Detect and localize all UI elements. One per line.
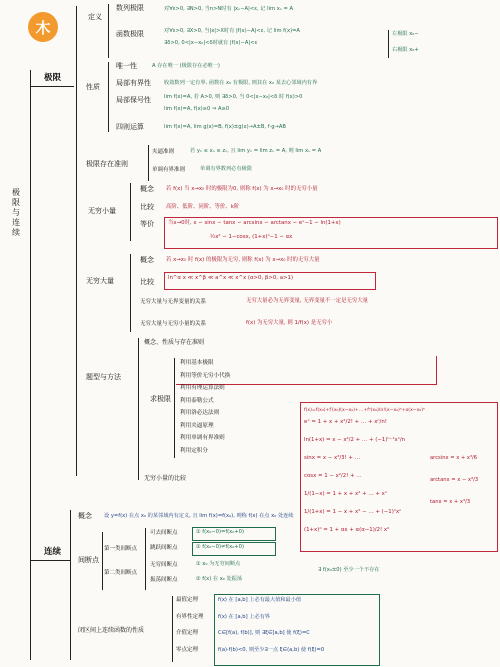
infinity-bracket	[130, 254, 131, 332]
method-item: 利用泰勒公式	[180, 397, 214, 404]
infinitesimal-equiv-text-2: ½x² ∽ 1−cosx, (1+x)ᵅ−1 ∽ αx	[210, 234, 293, 240]
taylor-left-formula: sinx = x − x³/3! + …	[304, 455, 361, 461]
limit-label: 极限	[44, 73, 62, 83]
method-item: 利用夹逼原理	[180, 422, 214, 429]
method-item: 利用等价无穷小代换	[180, 372, 231, 379]
theorem-label: 介值定理	[176, 630, 199, 636]
problems-compare-item: 无穷小量的比较	[144, 475, 187, 482]
theorem-text: f(a)·f(b)<0, 则至少∃一点 ξ∈(a,b) 使 f(ξ)=0	[218, 646, 325, 653]
second-kind-item-1-text: ② f(x) 在 x₀ 处振荡	[196, 576, 243, 582]
infinity-reciprocal-label: 无穷大量与无穷小量的关系	[140, 321, 207, 327]
logo-char: 木	[35, 18, 51, 37]
limit-connector	[30, 86, 74, 87]
theorems-bracket	[172, 596, 173, 662]
limit-bracket	[76, 6, 77, 476]
arith-label: 四则运算	[116, 123, 144, 131]
methods-red-frame	[176, 356, 437, 385]
second-kind-item-0-label: 无穷间断点	[150, 562, 178, 568]
definition-label: 定义	[88, 13, 102, 21]
problems-label: 题型与方法	[86, 373, 121, 381]
root-bracket	[30, 70, 31, 660]
squeeze-label: 夹逼准则	[152, 149, 175, 155]
find-limit-label: 求极限	[150, 395, 171, 403]
local-sign-text-1: lim f(x)=A, 若 A>0, 则 ∃δ>0, 当 0<|x−x₀|<δ 时 f(x)>0	[164, 94, 303, 100]
infinity-compare-label: 比较	[140, 278, 154, 286]
sequence-limit-label: 数列极限	[116, 4, 144, 12]
sequence-limit-text: 对∀ε>0, ∃N>0, 当n>N时有 |xₙ−A|<ε, 记 lim xₙ = A	[164, 6, 294, 12]
infinitesimal-compare-text: 高阶、低阶、同阶、等价、k阶	[166, 204, 240, 210]
infinity-concept-text: 若 x→x₀ 时 f(x) 的极限为无穷, 则称 f(x) 为 x→x₀ 时的无穷大量	[166, 257, 320, 263]
discontinuity-label: 间断点	[78, 556, 99, 564]
criteria-bracket	[148, 145, 149, 181]
second-kind-item-0-text: ① x₀ 为无穷间断点	[196, 561, 241, 567]
first-kind-item-0-label: 可去间断点	[150, 530, 178, 536]
infinity-relation-text: 无穷大量必为无界变量, 无界变量不一定是无穷大量	[246, 298, 369, 304]
one-side-bracket	[388, 30, 389, 58]
taylor-left-formula: 1/(1+x) = 1 − x + x² − … + (−1)ⁿxⁿ	[304, 509, 402, 515]
taylor-right-formula: arctanx = x − x³/3	[430, 477, 479, 483]
continuity-concept-text: 设 y=f(x) 在点 x₀ 的某邻域内有定义, 且 lim f(x)=f(x₀), 则称 f(x) 在点 x₀ 处连续	[104, 513, 294, 519]
first-kind-label: 第一类间断点	[104, 546, 138, 552]
second-kind-item-1-label: 振荡间断点	[150, 577, 178, 583]
left-limit: 左极限 x₀−	[392, 31, 419, 37]
infinitesimal-label: 无穷小量	[88, 207, 116, 215]
infinitesimal-concept-label: 概念	[140, 185, 154, 193]
logo-badge	[28, 12, 58, 42]
function-limit-text-2: ∃δ>0, 0<|x−x₀|<δ时就有 |f(x)−A|<ε	[164, 40, 258, 46]
taylor-header: f(x)=f(x₀)+f′(x₀)(x−x₀)+…+fⁿ(x₀)/n!(x−x₀)ⁿ+o(x−x₀)ⁿ	[304, 408, 425, 413]
first-kind-item-1-text: ① f(x₀−0)≠f(x₀+0)	[196, 544, 244, 550]
first-kind-item-1-label: 跳跃间断点	[150, 545, 178, 551]
method-item: 利用有理运算法则	[180, 385, 225, 391]
monotone-text: 单调有界数列必有极限	[200, 166, 252, 172]
method-item: 利用基本极限	[180, 360, 214, 366]
local-sign-label: 局部保号性	[116, 96, 151, 104]
continuity-bracket	[70, 510, 71, 660]
infinity-relation-label: 无穷大量与无界变量的关系	[140, 299, 207, 305]
properties-bracket	[108, 62, 109, 132]
theorem-text: f(x) 在 [a,b] 上必有界	[218, 613, 270, 620]
theorem-label: 最值定理	[176, 597, 199, 603]
taylor-left-formula: 1/(1−x) = 1 + x + x² + … + xⁿ	[304, 491, 388, 497]
theorem-label: 零点定理	[176, 646, 199, 653]
definition-bracket	[108, 4, 109, 58]
problems-bracket	[138, 338, 139, 480]
infinity-concept-label: 概念	[140, 256, 154, 264]
kind-items-bracket	[145, 528, 146, 590]
infinitesimal-equiv-label: 等价	[140, 220, 154, 228]
method-item: 利用定积分	[180, 447, 208, 454]
squeeze-text: 若 yₙ ≤ xₙ ≤ zₙ, 且 lim yₙ = lim zₙ = A, 则 lim xₙ = A	[190, 148, 322, 154]
theorem-text: f(x) 在 [a,b] 上必有最大值和最小值	[218, 597, 302, 603]
local-sign-text-2: lim f(x)=A, f(x)≥0 ⇒ A≥0	[164, 106, 230, 112]
taylor-left-formula: eˣ = 1 + x + x²/2! + … + xⁿ/n!	[304, 419, 387, 425]
method-item: 利用单调有界准则	[180, 435, 225, 441]
taylor-left-formula: cosx = 1 − x²/2! + …	[304, 473, 362, 479]
function-limit-text-1: 对∀ε>0, ∃X>0, 当|x|>X时有 |f(x)−A|<ε, 记 lim f(x)=A	[164, 28, 300, 34]
taylor-left-formula: (1+x)ᵅ = 1 + αx + α(α−1)/2! x²	[304, 527, 390, 533]
monotone-label: 单调有界准则	[152, 167, 186, 173]
infinity-label: 无穷大量	[86, 277, 114, 285]
closed-interval-label: 闭区间上连续函数的性质	[78, 627, 145, 634]
problems-concept-item: 概念、性质与存在准则	[144, 339, 205, 346]
taylor-right-formula: tanx = x + x³/3	[430, 499, 471, 505]
infinitesimal-concept-text: 若 f(x) 当 x→x₀ 时的极限为0, 则称 f(x) 为 x→x₀ 时的无穷小量	[166, 186, 318, 192]
properties-label: 性质	[86, 83, 100, 91]
infinitesimal-bracket	[130, 183, 131, 241]
second-kind-label: 第二类间断点	[104, 570, 138, 576]
uniqueness-text: A 存在唯一 (极限存在必唯一)	[152, 63, 220, 69]
right-limit: 右极限 x₀+	[392, 47, 419, 53]
infinitesimal-compare-label: 比较	[140, 203, 154, 211]
infinity-compare-text: ln^α x ≪ x^β ≪ a^x ≪ x^x (α>0, β>0, a>1)	[168, 275, 294, 281]
infinity-reciprocal-text: f(x) 为无穷大量, 则 1/f(x) 是无穷小	[246, 320, 333, 326]
local-bounded-text: 收敛数列一定有界, 函数在 x₀ 有极限, 则其在 x₀ 某去心邻域内有界	[164, 80, 318, 86]
function-limit-label: 函数极限	[116, 30, 144, 38]
root-title: 极限与连续	[12, 188, 20, 237]
continuity-concept-label: 概念	[78, 512, 92, 520]
discontinuity-bracket	[102, 532, 103, 590]
continuity-label: 连续	[44, 547, 62, 557]
local-bounded-label: 局部有界性	[116, 79, 151, 87]
infinitesimal-equiv-text-1: 当x→0时, x ∽ sinx ∽ tanx ∽ arcsinx ∽ arctanx ∽ eˣ−1 ∽ ln(1+x)	[168, 220, 341, 226]
theorem-label: 有界性定理	[176, 613, 204, 620]
criteria-label: 极限存在准则	[86, 160, 128, 168]
methods-bracket	[174, 358, 175, 458]
taylor-right-formula: arcsinx = x + x³/6	[430, 455, 478, 461]
uniqueness-label: 唯一性	[116, 62, 137, 70]
method-item: 利用洛必达法则	[180, 410, 220, 416]
taylor-left-formula: ln(1+x) = x − x²/2 + … + (−1)ⁿ⁻¹xⁿ/n	[304, 437, 406, 443]
theorem-text: C∈[f(a), f(b)], 则 ∃ξ∈[a,b] 使 f(ξ)=C	[218, 630, 310, 636]
second-kind-note: ∃ f(x₀±0) 至少一个不存在	[318, 567, 380, 573]
first-kind-item-0-text: ① f(x₀−0)=f(x₀+0)	[196, 529, 244, 535]
arith-text: lim f(x)=A, lim g(x)=B, f(x)±g(x)→A±B, f·g→AB	[164, 124, 286, 130]
continuity-connector	[30, 560, 70, 561]
